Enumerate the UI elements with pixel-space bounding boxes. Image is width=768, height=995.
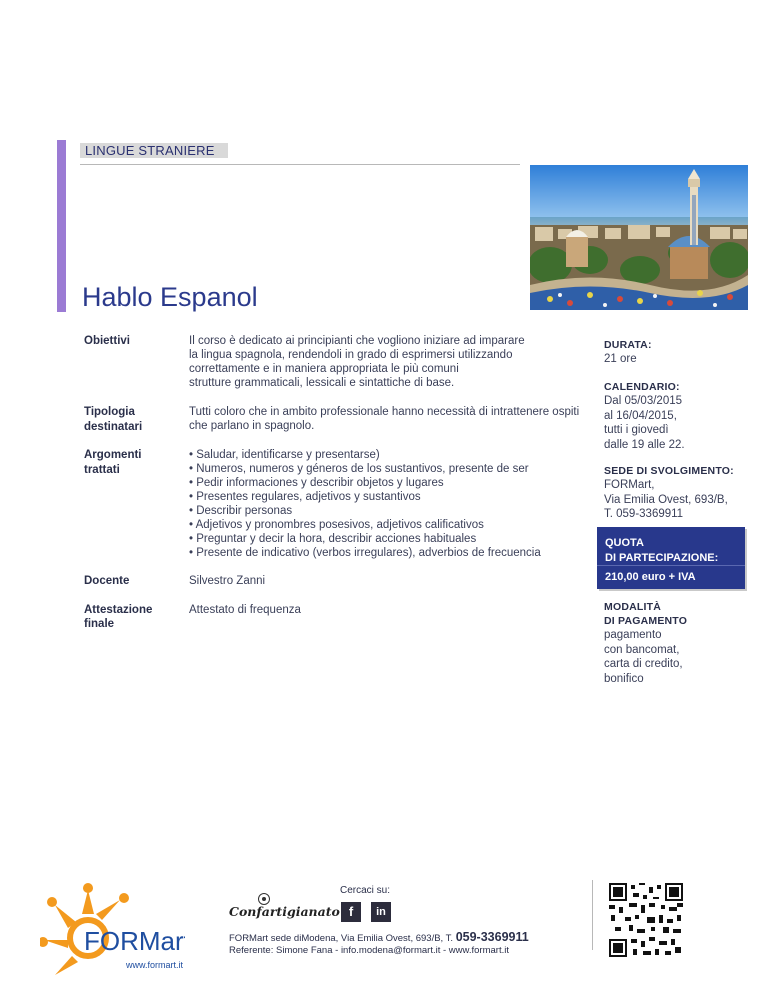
- sede-label: SEDE DI SVOLGIMENTO:: [604, 465, 734, 477]
- footer-referente: Referente: Simone Fana - info.modena@formart.it - www.formart.it: [229, 945, 509, 956]
- list-item: • Adjetivos y pronombres posesivos, adjetivos calificativos: [189, 519, 484, 531]
- value-obiettivi: [189, 334, 584, 390]
- durata-label: DURATA:: [604, 339, 652, 351]
- address-text: FORMart sede diModena, Via Emilia Ovest, 693/B, T.: [229, 933, 454, 944]
- list-item: • Presente de indicativo (verbos irregulares), adverbios de frecuencia: [189, 547, 541, 559]
- category-label: LINGUE STRANIERE: [80, 143, 228, 158]
- label-attestazione: [84, 603, 189, 632]
- sidebar-modalita: [604, 600, 744, 686]
- calendario-line: dalle 19 alle 22.: [604, 438, 685, 451]
- topics-list: [189, 448, 584, 560]
- formart-logo[interactable]: [40, 880, 185, 990]
- label-tipologia: [84, 405, 189, 434]
- label-line: finale: [84, 618, 115, 630]
- quota-label-line: DI PARTECIPAZIONE:: [605, 551, 719, 564]
- calendario-line: Dal 05/03/2015: [604, 395, 683, 407]
- modalita-label-line: DI PAGAMENTO: [604, 615, 688, 627]
- text-line: Il corso è dedicato ai principianti che vogliono iniziare ad imparare: [189, 335, 525, 347]
- label-line: trattati: [84, 463, 120, 476]
- phone-number: 059-3369911: [455, 930, 529, 944]
- calendario-label: CALENDARIO:: [604, 381, 680, 393]
- modalita-line: pagamento: [604, 629, 662, 641]
- list-item: • Saludar, identificarse y presentarse): [189, 449, 380, 461]
- sidebar-sede: [604, 464, 744, 522]
- row-argomenti: [84, 448, 584, 560]
- calendario-line: tutti i giovedì: [604, 424, 669, 436]
- list-item: • Preguntar y decir la hora, describir acciones habituales: [189, 533, 477, 545]
- course-info-table: [84, 334, 584, 632]
- list-item: • Numeros, numeros y géneros de los sustantivos, presente de ser: [189, 463, 529, 475]
- confartigianato-text: Confartigianato: [229, 904, 340, 919]
- row-tipologia: [84, 405, 584, 434]
- value-tipologia: [189, 405, 584, 434]
- quota-price: 210,00 euro + IVA: [605, 571, 696, 583]
- text-line: Tutti coloro che in ambito professionale hanno necessità di intrattenere ospiti: [189, 406, 580, 418]
- label-docente: Docente: [84, 575, 130, 587]
- qr-code[interactable]: [609, 883, 683, 957]
- label-line: Attestazione: [84, 603, 153, 616]
- cercaci-label: Cercaci su:: [340, 885, 391, 896]
- footer-address: [229, 930, 529, 944]
- quota-divider: [597, 565, 745, 566]
- text-line: la lingua spagnola, rendendoli in grado di esprimersi utilizzando: [189, 349, 513, 361]
- logo-text: FORMart: [84, 926, 185, 956]
- facebook-icon[interactable]: f: [341, 902, 361, 922]
- list-item: • Describir personas: [189, 505, 293, 517]
- formart-logo-icon: [40, 880, 185, 990]
- label-obiettivi: Obiettivi: [84, 335, 131, 347]
- row-docente: [84, 574, 584, 589]
- durata-value: 21 ore: [604, 353, 637, 365]
- header-divider: [80, 164, 520, 165]
- accent-bar: [57, 140, 66, 312]
- list-item: • Pedir informaciones y describir objetos y lugares: [189, 477, 444, 489]
- sidebar-calendario: [604, 380, 744, 452]
- row-attestazione: [84, 603, 584, 632]
- text-line: correttamente e in maniera appropriata le più comuni: [189, 363, 459, 375]
- quota-label-line: QUOTA: [605, 537, 644, 549]
- park-guell-photo: [530, 165, 748, 310]
- label-line: Argomenti: [84, 449, 142, 461]
- sede-line: Via Emilia Ovest, 693/B,: [604, 493, 728, 506]
- text-line: che parlano in spagnolo.: [189, 420, 315, 432]
- course-title: Hablo Espanol: [82, 282, 258, 312]
- value-attestazione: Attestato di frequenza: [189, 603, 301, 616]
- sidebar-durata: [604, 338, 744, 367]
- modalita-line: bonifico: [604, 672, 644, 685]
- label-line: destinatari: [84, 420, 143, 433]
- modalita-line: carta di credito,: [604, 658, 683, 670]
- linkedin-icon[interactable]: in: [371, 902, 391, 922]
- label-line: Tipologia: [84, 406, 135, 418]
- qr-code-icon: [609, 883, 683, 957]
- value-docente: Silvestro Zanni: [189, 575, 266, 587]
- sede-line: T. 059-3369911: [604, 508, 684, 520]
- logo-url: www.formart.it: [126, 960, 184, 970]
- quota-box: [597, 527, 745, 589]
- calendario-line: al 16/04/2015,: [604, 409, 677, 422]
- quota-label: [605, 536, 718, 565]
- footer-divider: [592, 880, 593, 950]
- modalita-label-line: MODALITÀ: [604, 601, 662, 613]
- modalita-line: con bancomat,: [604, 643, 680, 656]
- row-obiettivi: [84, 334, 584, 390]
- text-line: strutture grammaticali, lessicali e sintattiche di base.: [189, 377, 455, 389]
- list-item: • Presentes regulares, adjetivos y sustantivos: [189, 491, 421, 503]
- sede-line: FORMart,: [604, 479, 655, 491]
- label-argomenti: [84, 448, 189, 560]
- photo-illustration: [530, 165, 748, 310]
